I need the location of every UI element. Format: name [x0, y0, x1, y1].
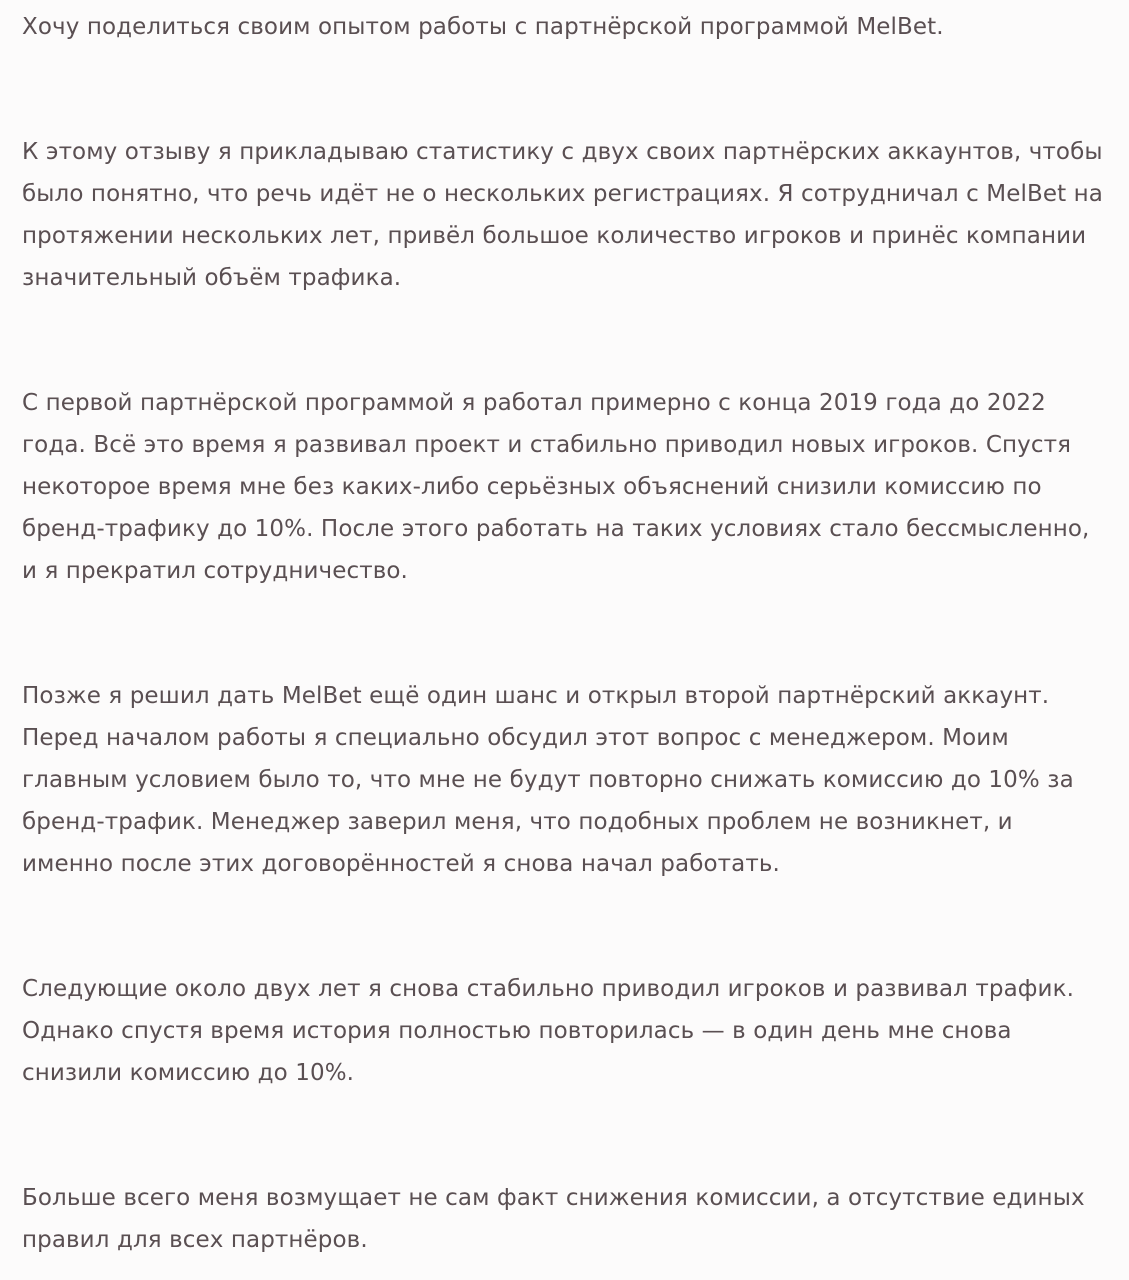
paragraph-first-program: С первой партнёрской программой я работал примерно с конца 2019 года до 2022 года. Всё это время я развивал проект и стабильно приводил новых игроков. Спустя некоторое время мне без каких-либо серьёзных объяснений снизили комиссию по бренд-трафику до 10%. После этого работать на таких условиях стало бессмысленно, и я прекратил сотрудничество.	[22, 390, 1090, 584]
paragraph-second-account: Позже я решил дать MelBet ещё один шанс и открыл второй партнёрский аккаунт. Перед началом работы я специально обсудил этот вопрос с менеджером. Моим главным условием было то, что мне не будут повторно снижать комиссию до 10% за бренд-трафик. Менеджер заверил меня, что подобных проблем не возникнет, и именно после этих договорённостей я снова начал работать.	[22, 683, 1074, 877]
paragraph-repeat: Следующие около двух лет я снова стабильно приводил игроков и развивал трафик. Однако спустя время история полностью повторилась — в один день мне снова снизили комиссию до 10%.	[22, 976, 1074, 1086]
paragraph-intro: Хочу поделиться своим опытом работы с партнёрской программой MelBet.	[22, 14, 944, 40]
paragraph-conclusion: Больше всего меня возмущает не сам факт снижения комиссии, а отсутствие единых правил для всех партнёров.	[22, 1185, 1085, 1253]
paragraph-statistics: К этому отзыву я прикладываю статистику с двух своих партнёрских аккаунтов, чтобы было понятно, что речь идёт не о нескольких регистрациях. Я сотрудничал с MelBet на протяжении нескольких лет, привёл большое количество игроков и принёс компании значительный объём трафика.	[22, 139, 1103, 291]
